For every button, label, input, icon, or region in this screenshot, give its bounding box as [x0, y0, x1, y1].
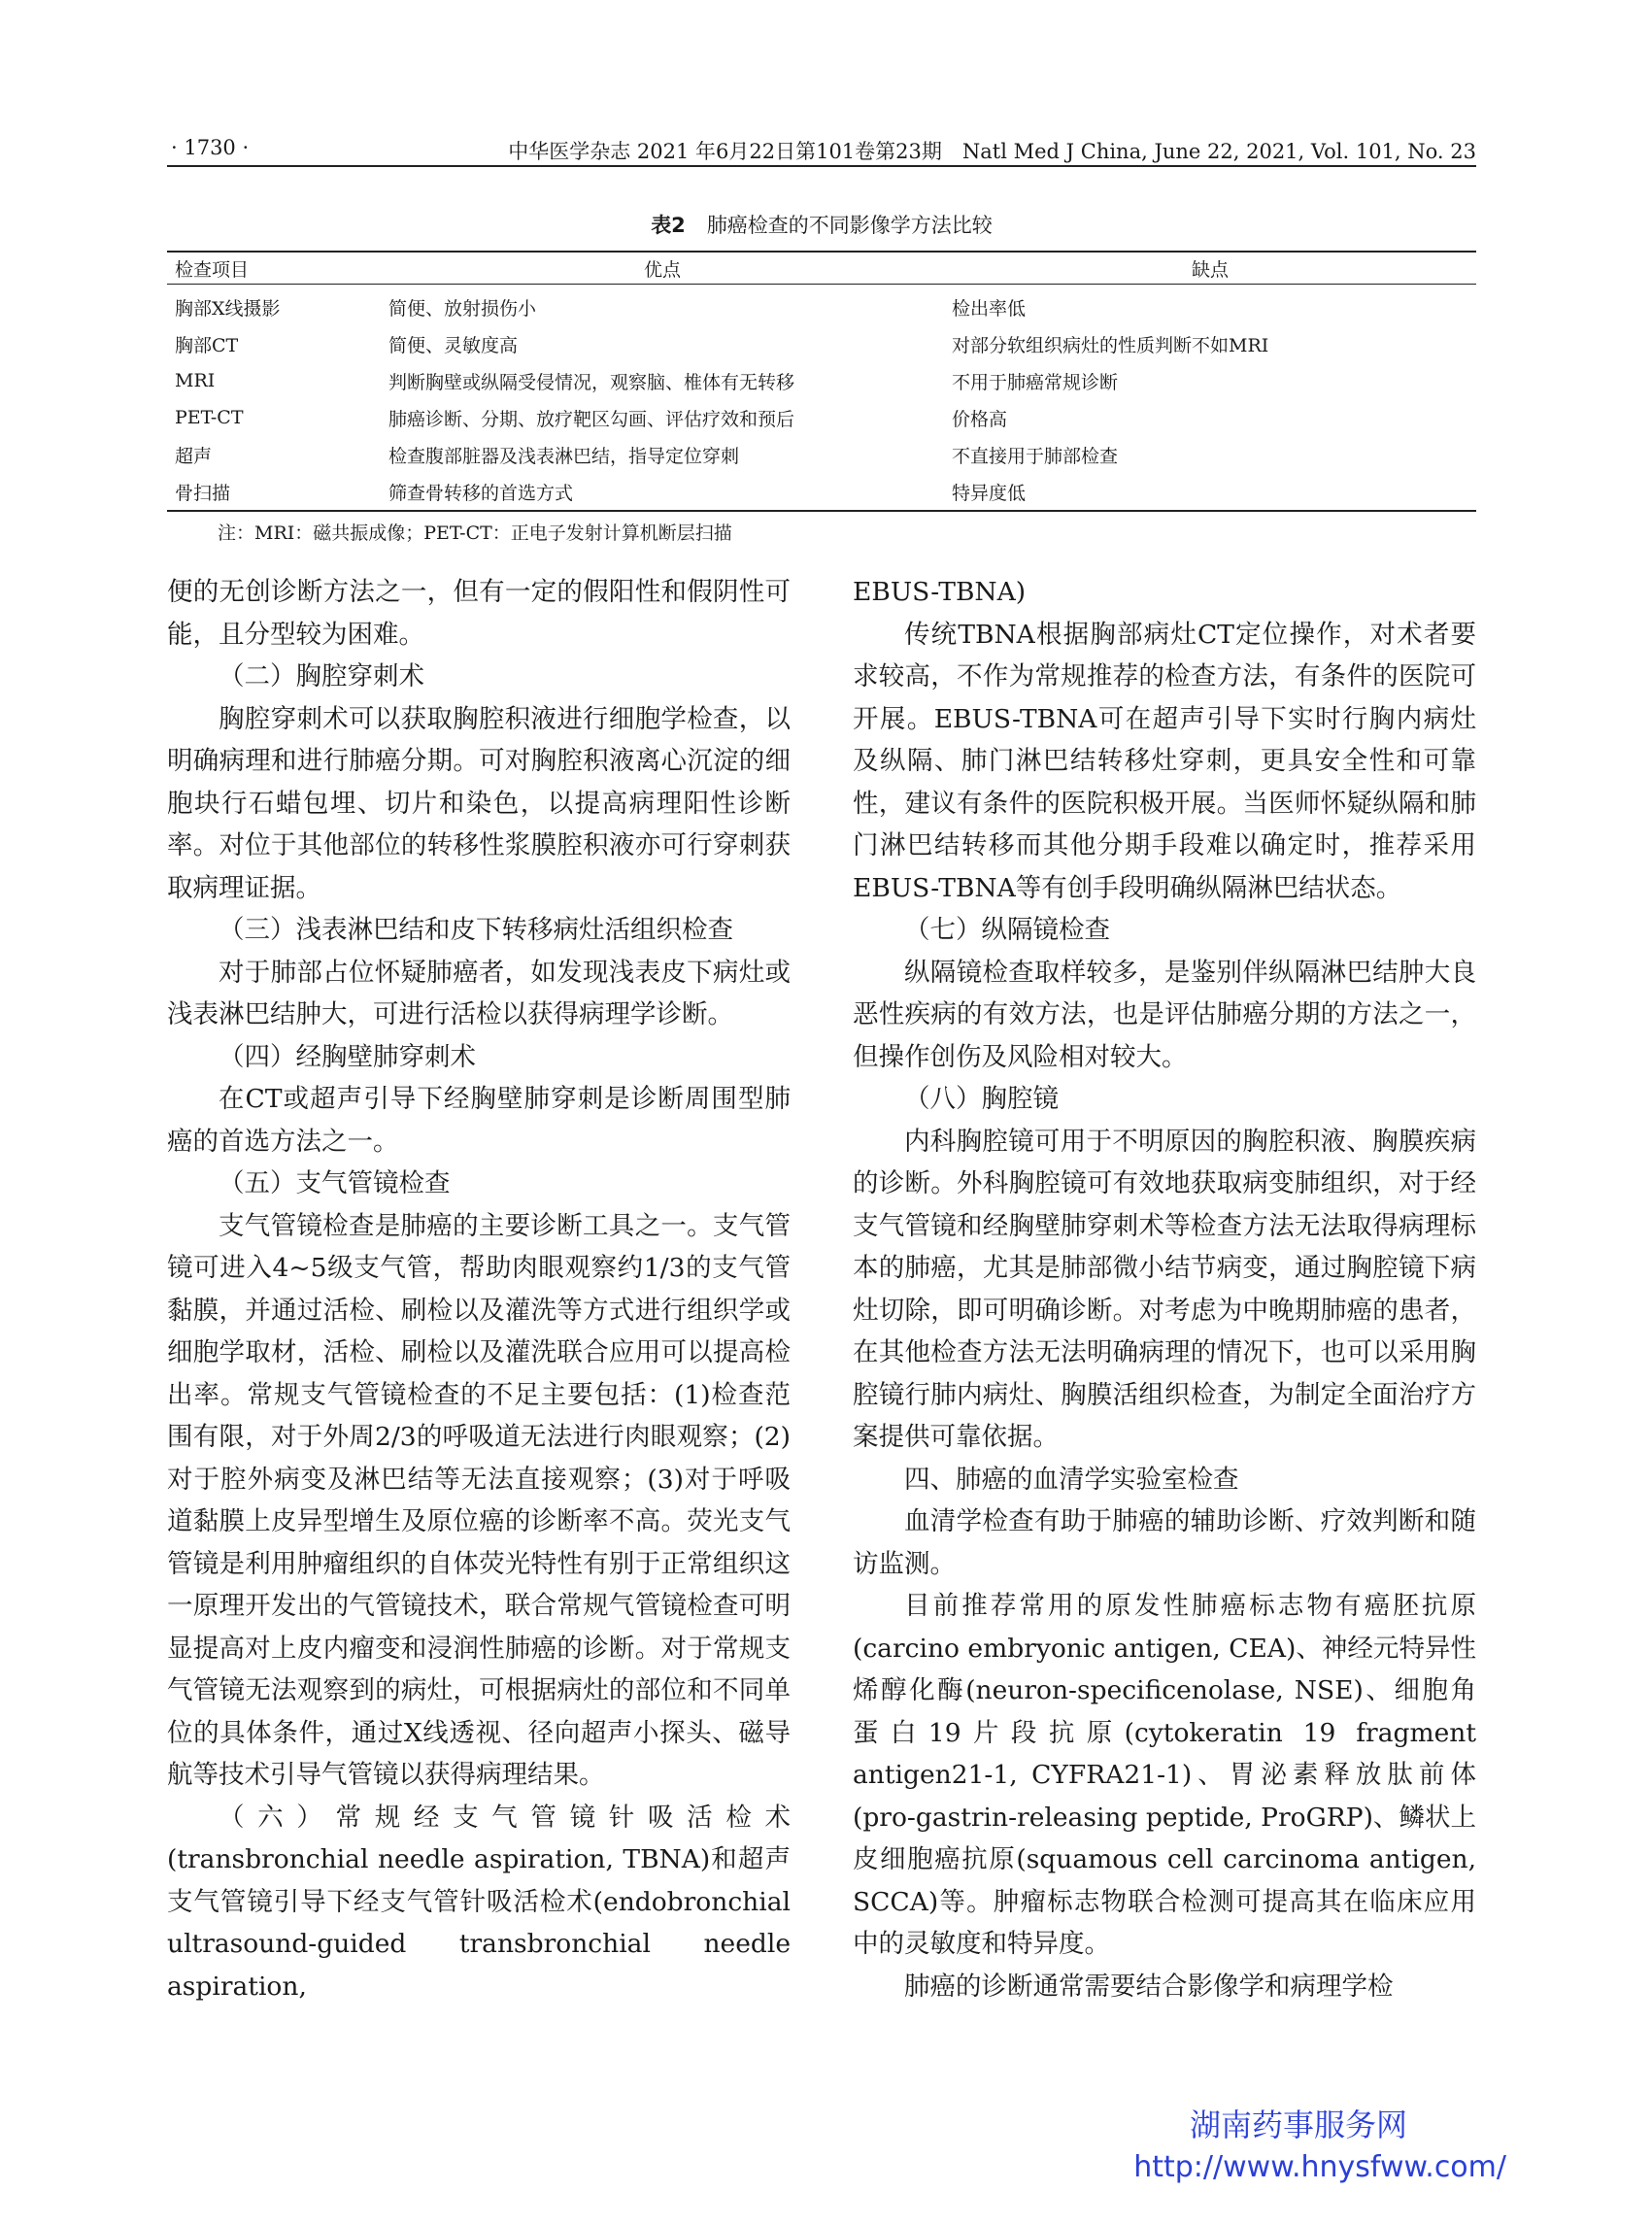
table-row	[167, 285, 1476, 326]
table-cell: 判断胸壁或纵隔受侵情况，观察脑、椎体有无转移	[388, 371, 795, 393]
paragraph: 血清学检查有助于肺癌的辅助诊断、疗效判断和随访监测。	[853, 1506, 1476, 1579]
table-cell: 筛查骨转移的首选方式	[388, 482, 574, 504]
watermark-site-name: 湖南药事服务网	[1189, 2107, 1407, 2143]
table-cell: 简便、放射损伤小	[388, 297, 537, 320]
table-cell: 价格高	[952, 408, 1008, 430]
table-title: 肺癌检查的不同影像学方法比较	[706, 214, 993, 237]
paragraph: 支气管镜检查是肺癌的主要诊断工具之一。支气管镜可进入4~5级支气管，帮助肉眼观察约1/3的支气管黏膜，并通过活检、刷检以及灌洗等方式进行组织学或细胞学取材，活检、刷检以及灌洗联合应用可以提高检出率。常规支气管镜检查的不足主要包括：(1)检查范围有限，对于外周2/3的呼吸道无法进行肉眼观察；(2)对于腔外病变及淋巴结等无法直接观察；(3)对于呼吸道黏膜上皮异型增生及原位癌的诊断率不高。荧光支气管镜是利用肿瘤组织的自体荧光特性有别于正常组织这一原理开发出的气管镜技术，联合常规气管镜检查可明显提高对上皮内瘤变和浸润性肺癌的诊断。对于常规支气管镜无法观察到的病灶，可根据病灶的部位和不同单位的具体条件，通过X线透视、径向超声小探头、磁导航等技术引导气管镜以获得病理结果。	[167, 1210, 791, 1790]
journal-citation: 中华医学杂志 2021 年6月22日第101卷第23期 Natl Med J China, June 22, 2021, Vol. 101, No. 23	[508, 140, 1476, 163]
table-cell: 肺癌诊断、分期、放疗靶区勾画、评估疗效和预后	[388, 408, 795, 430]
table-cell: 检出率低	[952, 297, 1027, 320]
table-cell: MRI	[175, 370, 216, 391]
column-header: 检查项目	[167, 252, 381, 285]
table-cell: 不直接用于肺部检查	[952, 445, 1119, 467]
column-header: 优点	[381, 252, 944, 285]
table-label: 表2	[651, 214, 686, 237]
paragraph: 纵隔镜检查取样较多，是鉴别伴纵隔淋巴结肿大良恶性疾病的有效方法，也是评估肺癌分期的方法之一，但操作创伤及风险相对较大。	[853, 957, 1476, 1072]
paragraph-continued: EBUS-TBNA)	[853, 577, 1027, 607]
paragraph: 肺癌的诊断通常需要结合影像学和病理学检	[904, 1971, 1394, 2002]
section-heading: （七）纵隔镜检查	[904, 915, 1110, 945]
table-cell: 胸部X线摄影	[175, 297, 281, 320]
table-row	[167, 436, 1476, 473]
paragraph: 在CT或超声引导下经胸壁肺穿刺是诊断周围型肺癌的首选方法之一。	[167, 1084, 791, 1157]
right-text-column	[853, 571, 1476, 2007]
table-cell: 骨扫描	[175, 482, 231, 504]
table-row	[167, 325, 1476, 362]
table-cell: 检查腹部脏器及浅表淋巴结，指导定位穿刺	[388, 445, 740, 467]
table-header-row	[167, 252, 1476, 285]
table-row	[167, 399, 1476, 436]
section-heading: （二）胸腔穿刺术	[219, 661, 424, 691]
section-heading: （五）支气管镜检查	[219, 1168, 451, 1198]
running-header	[167, 132, 1476, 167]
section-heading-long: （六）常规经支气管镜针吸活检术(transbronchial needle aspiration, TBNA)和超声支气管镜引导下经支气管针吸活检术(endobronchial ultrasound-guided transbronchial needle aspiration,	[167, 1802, 791, 2002]
paragraph: 对于肺部占位怀疑肺癌者，如发现浅表皮下病灶或浅表淋巴结肿大，可进行活检以获得病理学诊断。	[167, 957, 791, 1029]
paragraph: 传统TBNA根据胸部病灶CT定位操作，对术者要求较高，不作为常规推荐的检查方法，有条件的医院可开展。EBUS-TBNA可在超声引导下实时行胸内病灶及纵隔、肺门淋巴结转移灶穿刺，更具安全性和可靠性，建议有条件的医院积极开展。当医师怀疑纵隔和肺门淋巴结转移而其他分期手段难以确定时，推荐采用EBUS-TBNA等有创手段明确纵隔淋巴结状态。	[853, 619, 1476, 903]
paragraph: 目前推荐常用的原发性肺癌标志物有癌胚抗原(carcino embryonic antigen, CEA)、神经元特异性烯醇化酶(neuron-specificenolase, NSE)、细胞角蛋白19片段抗原(cytokeratin 19 fragment antigen21-1, CYFRA21-1)、胃泌素释放肽前体(pro-gastrin-releasing peptide, ProGRP)、鳞状上皮细胞癌抗原(squamous cell carcinoma antigen, SCCA)等。肿瘤标志物联合检测可提高其在临床应用中的灵敏度和特异度。	[853, 1591, 1476, 1959]
section-heading: （八）胸腔镜	[904, 1084, 1059, 1114]
table-cell: 胸部CT	[175, 334, 239, 356]
comparison-table	[167, 251, 1476, 512]
table-cell: 特异度低	[952, 482, 1027, 504]
table-cell: PET-CT	[175, 407, 244, 428]
left-text-column	[167, 571, 791, 2007]
table-caption	[167, 210, 1476, 239]
paragraph-continued: 便的无创诊断方法之一，但有一定的假阳性和假阴性可能，且分型较为困难。	[167, 577, 791, 650]
table-row	[167, 362, 1476, 399]
section-heading: 四、肺癌的血清学实验室检查	[904, 1464, 1239, 1495]
watermark-url: http://www.hnysfww.com/	[1133, 2150, 1506, 2184]
page-number: · 1730 ·	[171, 136, 250, 159]
section-heading: （四）经胸壁肺穿刺术	[219, 1041, 476, 1072]
table-footnote: 注：MRI：磁共振成像；PET-CT：正电子发射计算机断层扫描	[218, 523, 732, 544]
paragraph: 内科胸腔镜可用于不明原因的胸腔积液、胸膜疾病的诊断。外科胸腔镜可有效地获取病变肺组织，对于经支气管镜和经胸壁肺穿刺术等检查方法无法取得病理标本的肺癌，尤其是肺部微小结节病变，通过胸腔镜下病灶切除，即可明确诊断。对考虑为中晚期肺癌的患者，在其他检查方法无法明确病理的情况下，也可以采用胸腔镜行肺内病灶、胸膜活组织检查，为制定全面治疗方案提供可靠依据。	[853, 1126, 1476, 1452]
column-header: 缺点	[944, 252, 1476, 285]
paragraph: 胸腔穿刺术可以获取胸腔积液进行细胞学检查，以明确病理和进行肺癌分期。可对胸腔积液离心沉淀的细胞块行石蜡包埋、切片和染色，以提高病理阳性诊断率。对位于其他部位的转移性浆膜腔积液亦可行穿刺获取病理证据。	[167, 703, 791, 903]
table-row	[167, 473, 1476, 511]
table-cell: 简便、灵敏度高	[388, 334, 519, 356]
table-cell: 不用于肺癌常规诊断	[952, 371, 1119, 393]
table-cell: 超声	[175, 445, 213, 467]
table-cell: 对部分软组织病灶的性质判断不如MRI	[952, 334, 1269, 356]
section-heading: （三）浅表淋巴结和皮下转移病灶活组织检查	[219, 915, 733, 945]
